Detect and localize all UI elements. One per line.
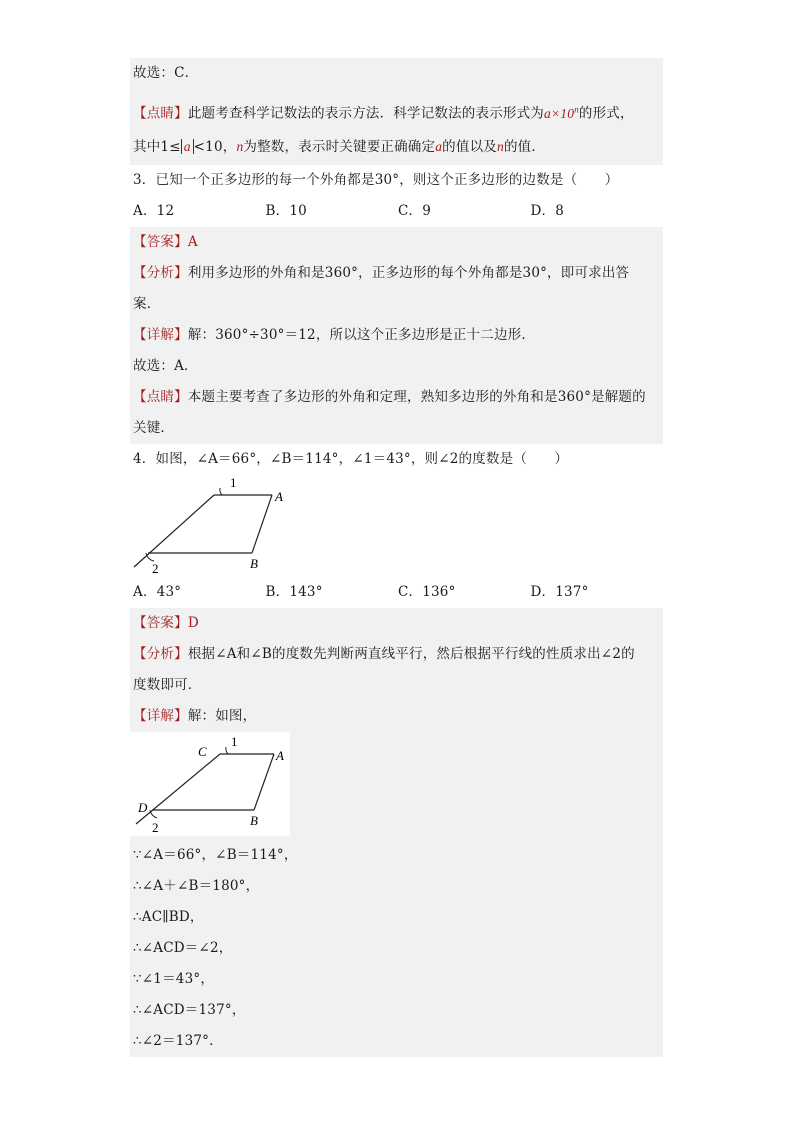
sci-notation: $a\times 10^n$ [544,104,579,121]
label-A: A [275,489,283,504]
label-D: D [138,800,148,815]
step: ∴∠ACD＝137°， [133,1002,246,1018]
q3-detail: 【详解】解：360°÷30°＝12，所以这个正多边形是正十二边形． [130,320,663,351]
step: ∵∠A＝66°，∠B＝114°， [133,847,298,863]
label-C: C [198,744,207,759]
label-angle-1: 1 [231,734,238,749]
q4-answer: 【答案】D [130,608,663,639]
step: ∴∠A＋∠B＝180°， [133,878,260,894]
note-text: 此题考查科学记数法的表示方法．科学记数法的表示形式为 [187,105,545,122]
q4-analysis-2: 度数即可． [130,670,663,701]
q3-option-a: A．12 [133,203,175,219]
q3-choice: 故选：A． [130,351,663,382]
q3-option-d: D．8 [530,203,565,219]
step: ∵∠1＝43°， [133,971,215,987]
q3-stem: 3．已知一个正多边形的每一个外角都是30°，则这个正多边形的边数是（ ） [133,172,619,188]
q3-answer: 【答案】A [130,227,663,258]
label-B: B [250,813,258,828]
q4-analysis-1: 【分析】根据∠A和∠B的度数先判断两直线平行，然后根据平行线的性质求出∠2的 [130,639,663,670]
q4-solution-figure [130,732,663,840]
q4-steps [130,840,663,1057]
step: ∴∠2＝137°． [133,1033,223,1049]
q4-detail: 【详解】解：如图， [130,701,663,732]
q3-note-1: 【点睛】本题主要考查了多边形的外角和定理，熟知多边形的外角和是360°是解题的 [130,382,663,413]
label-angle-1: 1 [230,475,237,490]
label-A: A [276,748,284,763]
label-angle-2: 2 [152,561,159,576]
prev-choice: 故选：C． [130,58,663,89]
label-B: B [250,556,258,571]
document-page [130,58,663,1057]
note-tag: 【点睛】 [133,105,188,122]
solution-diagram [130,732,290,836]
label-angle-2: 2 [152,820,159,835]
q3-note-2: 关键． [130,413,663,444]
q3-analysis-2: 案． [130,289,663,320]
q4-option-d: D．137° [530,584,589,600]
q4-options [130,577,663,608]
step: ∴∠ACD＝∠2， [133,940,233,956]
quadrilateral-diagram [130,475,310,577]
q3-option-b: B．10 [265,203,307,219]
q4-option-a: A．43° [133,584,182,600]
q3-options [130,196,663,227]
prev-note-line-1 [130,89,663,129]
q4-figure [130,475,663,577]
step: ∴AC∥BD， [133,909,204,925]
q3-analysis-1: 【分析】利用多边形的外角和是360°，正多边形的每个外角都是30°，即可求出答 [130,258,663,289]
q4-option-b: B．143° [265,584,323,600]
q4-option-c: C．136° [398,584,456,600]
prev-note-line-2: 其中1≤ a <10，n为整数，表示时关键要正确确定a的值以及n的值． [130,129,663,165]
q3-option-c: C．9 [398,203,432,219]
note-text-end: 的形式， [578,105,634,122]
q4-stem: 4．如图，∠A＝66°，∠B＝114°，∠1＝43°，则∠2的度数是（ ） [133,451,569,467]
